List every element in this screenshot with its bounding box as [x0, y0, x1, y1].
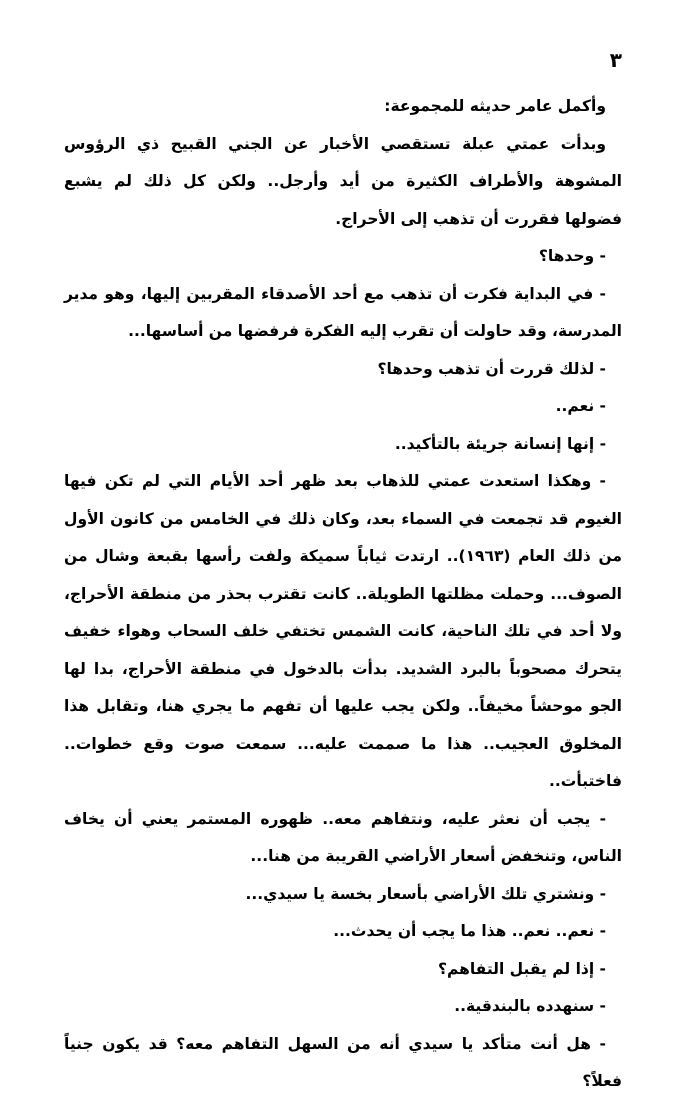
- dialogue-line: - سنهدده بالبندقية..: [454, 997, 606, 1015]
- page-number: ٣: [609, 48, 622, 72]
- page-body: [64, 88, 622, 1101]
- dialogue-line: - هل أنت متأكد يا سيدي أنه من السهل التفاهم معه؟ قد يكون جنياً فعلاً؟: [64, 1034, 622, 1090]
- dialogue-line: - يجب أن نعثر عليه، ونتفاهم معه.. ظهوره المستمر يعني أن يخاف الناس، وتنخفض أسعار الأراضي القريبة من هنا...: [64, 809, 622, 865]
- dialogue-line: - في البداية فكرت أن تذهب مع أحد الأصدقاء المقربين إليها، وهو مدير المدرسة، وقد حاولت أن تقرب إليه الفكرة فرفضها من أساسها...: [64, 284, 622, 340]
- dialogue-line: - نعم..: [555, 397, 606, 415]
- paragraph: وبدأت عمتي عبلة تستقصي الأخبار عن الجني القبيح ذي الرؤوس المشوهة والأطراف الكثيرة من أيد وأرجل.. ولكن كل ذلك لم يشبع فضولها فقررت أن تذهب إلى الأحراج.: [64, 134, 622, 228]
- dialogue-line: - لذلك قررت أن تذهب وحدها؟: [377, 359, 606, 378]
- dialogue-line: - وهكذا استعدت عمتي للذهاب بعد ظهر أحد الأيام التي لم تكن فيها الغيوم قد تجمعت في السماء بعد، وكان ذلك في الخامس من كانون الأول من ذلك العام (١٩٦٣).. ارتدت ثياباً سميكة ولفت رأسها بقبعة وشال من الصوف... وحملت مظلتها الطويلة.. كانت تقترب بحذر من منطقة الأحراج، ولا أحد في تلك الناحية، كانت الشمس تختفي خلف السحاب وهواء خفيف يتحرك مصحوباً بالبرد الشديد. بدأت بالدخول في منطقة الأحراج، بدا لها الجو موحشاً مخيفاً.. ولكن يجب عليها أن تفهم ما يجري هنا، وتقابل هذا المخلوق العجيب.. هذا ما صممت عليه... سمعت صوت وقع خطوات.. فاختبأت..: [64, 472, 622, 790]
- dialogue-line: - ونشتري تلك الأراضي بأسعار بخسة يا سيدي...: [245, 884, 606, 903]
- dialogue-line: - نعم.. نعم.. هذا ما يجب أن يحدث...: [333, 922, 606, 940]
- dialogue-line: - إنها إنسانة جريئة بالتأكيد..: [394, 434, 606, 453]
- paragraph-intro: وأكمل عامر حديثه للمجموعة:: [384, 97, 606, 115]
- dialogue-line: - إذا لم يقبل التفاهم؟: [437, 959, 606, 978]
- dialogue-line: - وحدها؟: [538, 247, 606, 265]
